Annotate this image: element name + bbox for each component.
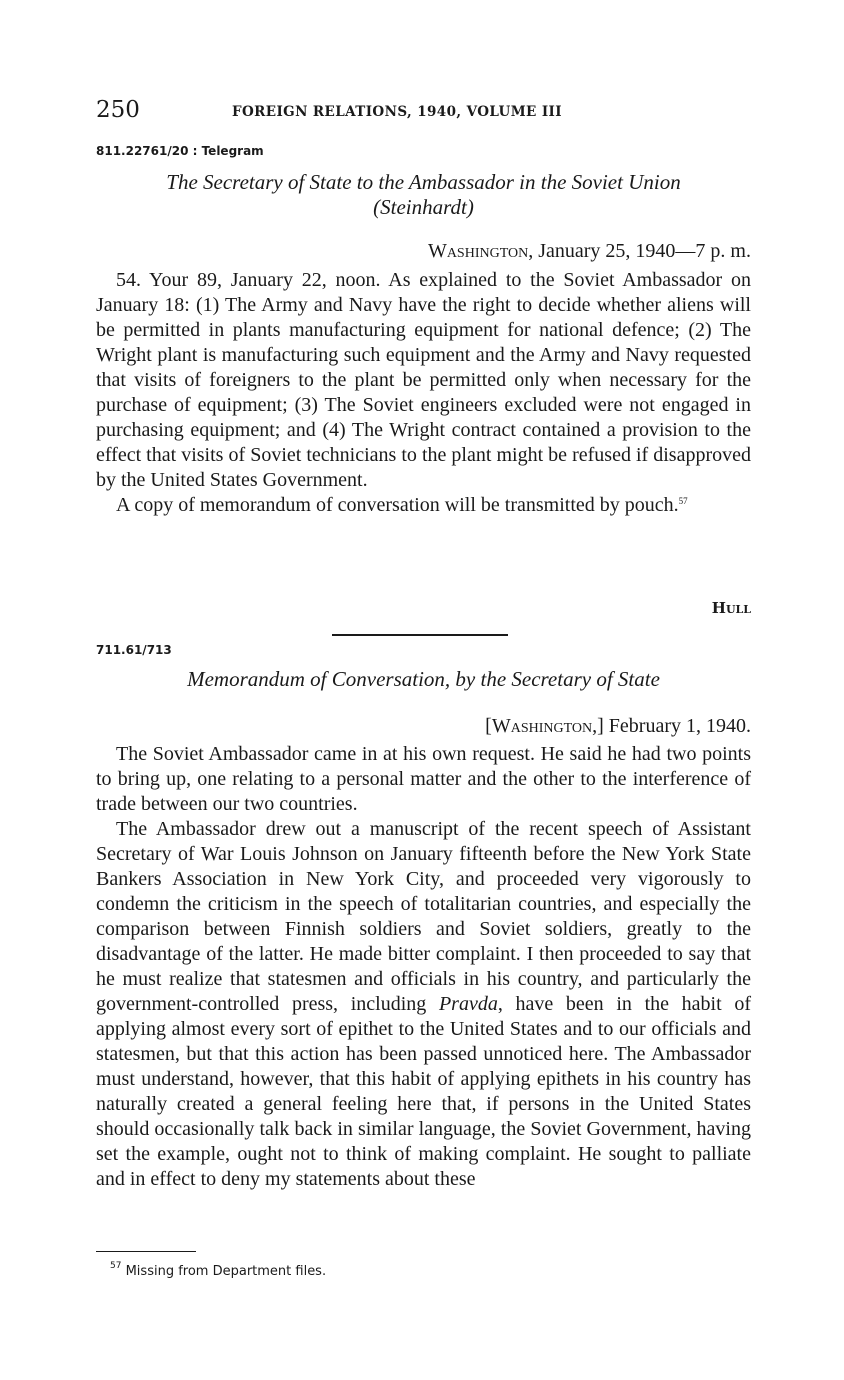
telegram-copy-text: A copy of memorandum of conversation will be transmitted by pouch. [116, 494, 679, 516]
telegram-title-line-1: The Secretary of State to the Ambassador in the Soviet Union [166, 170, 681, 194]
page-number: 250 [96, 97, 140, 123]
telegram-dateline-date: , January 25, 1940—7 p. m. [528, 240, 751, 262]
memorandum-dateline [485, 714, 751, 739]
telegram-dateline-place: Washington [427, 240, 529, 262]
footnote [110, 1263, 326, 1281]
signature: Hull [711, 599, 751, 617]
memorandum-title: Memorandum of Conversation, by the Secretary of State [187, 667, 660, 691]
volume-title: FOREIGN RELATIONS, 1940, VOLUME III [232, 104, 562, 120]
memorandum-dateline-date: ,] February 1, 1940. [592, 715, 751, 737]
telegram-copy-paragraph [96, 493, 751, 518]
telegram-title [96, 170, 751, 220]
running-head [96, 96, 756, 126]
memorandum-paragraph-1: The Soviet Ambassador came in at his own request. He said he had two points to bring up, one relating to a personal matter and the other to the interference of trade between our two countries. [96, 743, 751, 815]
memorandum-paragraph-2-part-1: The Ambassador drew out a manuscript of the recent speech of Assistant Secretary of War Louis Johnson on January fifteenth before the New York State Bankers Association in New York City, and proceeded very vigorously to condemn the criticism in the speech of totalitarian countries, and especially the comparison between Finnish soldiers and Soviet soldiers, greatly to the disadvantage of the latter. He made bitter complaint. I then proceeded to say that he must realize that statesmen and officials in his country, and particularly the government-controlled press, including [96, 818, 751, 1015]
memorandum-body [96, 742, 751, 1192]
newspaper-name: Pravda [438, 993, 498, 1015]
section-divider [332, 634, 508, 636]
telegram-body [96, 268, 751, 518]
footnote-rule [96, 1251, 196, 1252]
memorandum-file-reference: 711.61/713 [96, 643, 172, 657]
telegram-dateline [428, 239, 751, 264]
telegram-file-reference: 811.22761/20 : Telegram [96, 144, 264, 158]
telegram-title-line-2: (Steinhardt) [373, 195, 474, 219]
memorandum-dateline-open: [ [485, 715, 492, 737]
memorandum-dateline-place: Washington [491, 715, 593, 737]
telegram-paragraph: 54. Your 89, January 22, noon. As explained to the Soviet Ambassador on January 18: (1) The Army and Navy have the right to decide whether aliens will be permitted in plants manufacturing equipment for national defence; (2) The Wright plant is manufacturing such equipment and the Army and Navy requested that visits of foreigners to the plant be permitted only when necessary for the purchase of equipment; (3) The Soviet engineers excluded were not engaged in purchasing equipment; and (4) The Wright contract contained a provision to the effect that visits of Soviet technicians to the plant might be refused if disapproved by the United States Government. [96, 269, 751, 491]
memorandum-paragraph-2 [96, 817, 751, 1192]
footnote-text: Missing from Department files. [125, 1264, 327, 1279]
memorandum-paragraph-2-part-2: , have been in the habit of applying almost every sort of epithet to the United States and to our officials and statesmen, but that this action has been passed unnoticed here. The Ambassador must understand, however, that this habit of applying epithets in his country has naturally created a general feeling here that, if persons in the United States should occasionally talk back in similar language, the Soviet Government, having set the example, ought not to think of making complaint. He sought to palliate and in effect to deny my statements about these [96, 993, 751, 1190]
footnote-number: 57 [110, 1261, 122, 1271]
footnote-reference: 57 [678, 496, 688, 506]
